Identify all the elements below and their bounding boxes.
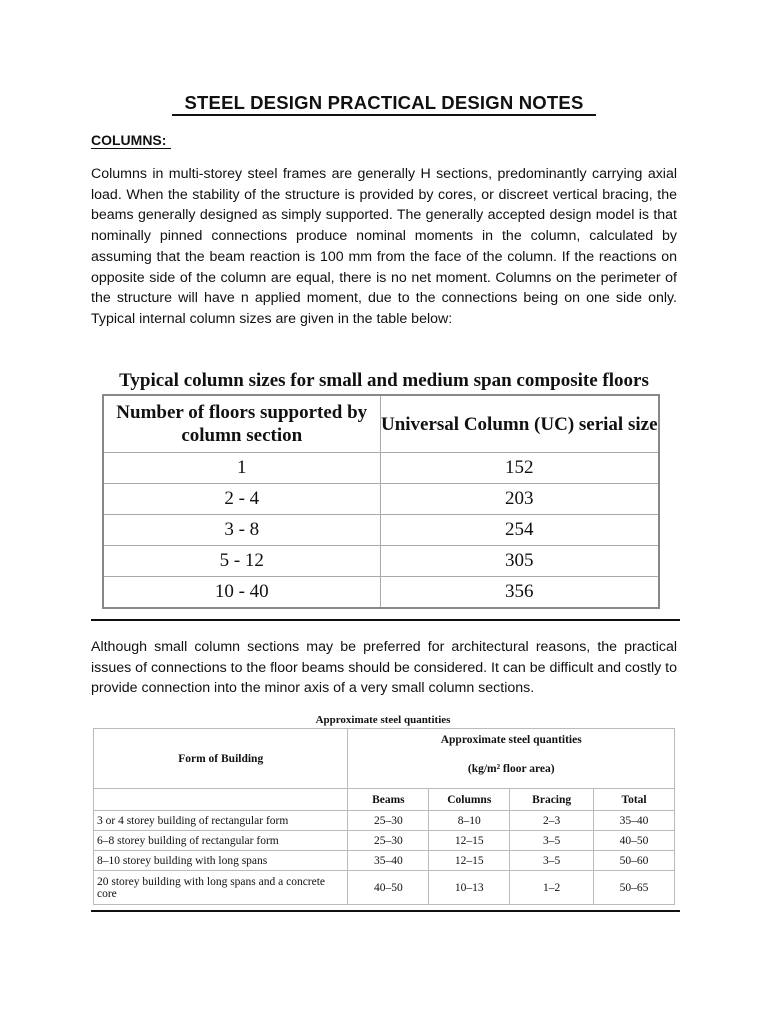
cell-floors: 2 - 4: [103, 484, 380, 515]
table-subheader-row: [94, 789, 675, 811]
cell-floors: 3 - 8: [103, 515, 380, 546]
header-steel-quantities: Approximate steel quantities: [348, 729, 675, 751]
header-unit: (kg/m² floor area): [348, 751, 675, 789]
table-row: [94, 851, 675, 871]
cell-floors: 1: [103, 453, 380, 484]
cell-total: 35–40: [594, 811, 675, 831]
connections-paragraph: Although small column sections may be preferred for architectural reasons, the practical issues of connections to the floor beams should be considered. It can be difficult and costly to provide connection into the minor axis of a very small column sections.: [91, 639, 677, 697]
steel-quantities-table: [93, 728, 675, 905]
header-floors-supported: Number of floors supported by column section: [103, 395, 380, 453]
cell-uc-size: 254: [380, 515, 659, 546]
cell-total: 40–50: [594, 831, 675, 851]
steel-quantities-table-caption: Approximate steel quantities: [315, 714, 451, 726]
table-row: [103, 453, 659, 484]
table-header-row: [103, 395, 659, 453]
header-blank: [94, 789, 348, 811]
table-row: [103, 484, 659, 515]
cell-form: 3 or 4 storey building of rectangular form: [94, 811, 348, 831]
cell-total: 50–60: [594, 851, 675, 871]
page-title: STEEL DESIGN PRACTICAL DESIGN NOTES: [184, 92, 584, 113]
cell-bracing: 3–5: [510, 831, 594, 851]
table-row: [103, 546, 659, 577]
cell-beams: 35–40: [348, 851, 429, 871]
cell-columns: 10–13: [429, 871, 510, 905]
cell-beams: 25–30: [348, 811, 429, 831]
table-row: [94, 831, 675, 851]
table-row: [94, 871, 675, 905]
cell-form: 6–8 storey building of rectangular form: [94, 831, 348, 851]
cell-uc-size: 152: [380, 453, 659, 484]
section-underline: [91, 148, 171, 149]
horizontal-rule: [91, 910, 680, 912]
table-row: [94, 811, 675, 831]
header-total: Total: [594, 789, 675, 811]
cell-beams: 25–30: [348, 831, 429, 851]
cell-form: 8–10 storey building with long spans: [94, 851, 348, 871]
cell-beams: 40–50: [348, 871, 429, 905]
cell-columns: 12–15: [429, 831, 510, 851]
cell-bracing: 2–3: [510, 811, 594, 831]
cell-uc-size: 356: [380, 577, 659, 609]
header-bracing: Bracing: [510, 789, 594, 811]
header-uc-serial-size: Universal Column (UC) serial size: [380, 395, 659, 453]
cell-form: 20 storey building with long spans and a concrete core: [94, 871, 348, 905]
cell-bracing: 3–5: [510, 851, 594, 871]
column-sizes-table: [102, 394, 660, 609]
intro-paragraph: Columns in multi-storey steel frames are generally H sections, predominantly carrying axial load. When the stability of the structure is provided by cores, or discreet vertical bracing, the beams generally designed as simply supported. The generally accepted design model is that nominally pinned connections produce nominal moments in the column, calculated by assuming that the beam reaction is 100 mm from the face of the column. If the reactions on opposite side of the column are equal, there is no net moment. Columns on the perimeter of the structure will have n applied moment, due to the connections being on one side only. Typical internal column sizes are given in the table below:: [91, 166, 677, 327]
horizontal-rule: [91, 619, 680, 621]
table-header-row: [94, 729, 675, 751]
column-sizes-table-caption: Typical column sizes for small and medium span composite floors: [119, 370, 649, 391]
cell-uc-size: 203: [380, 484, 659, 515]
cell-floors: 5 - 12: [103, 546, 380, 577]
header-form-of-building: Form of Building: [94, 729, 348, 789]
cell-total: 50–65: [594, 871, 675, 905]
title-underline: [172, 114, 596, 116]
cell-floors: 10 - 40: [103, 577, 380, 609]
section-heading: COLUMNS:: [91, 132, 167, 148]
cell-bracing: 1–2: [510, 871, 594, 905]
cell-columns: 8–10: [429, 811, 510, 831]
cell-columns: 12–15: [429, 851, 510, 871]
header-columns: Columns: [429, 789, 510, 811]
cell-uc-size: 305: [380, 546, 659, 577]
table-row: [103, 577, 659, 609]
header-beams: Beams: [348, 789, 429, 811]
table-row: [103, 515, 659, 546]
